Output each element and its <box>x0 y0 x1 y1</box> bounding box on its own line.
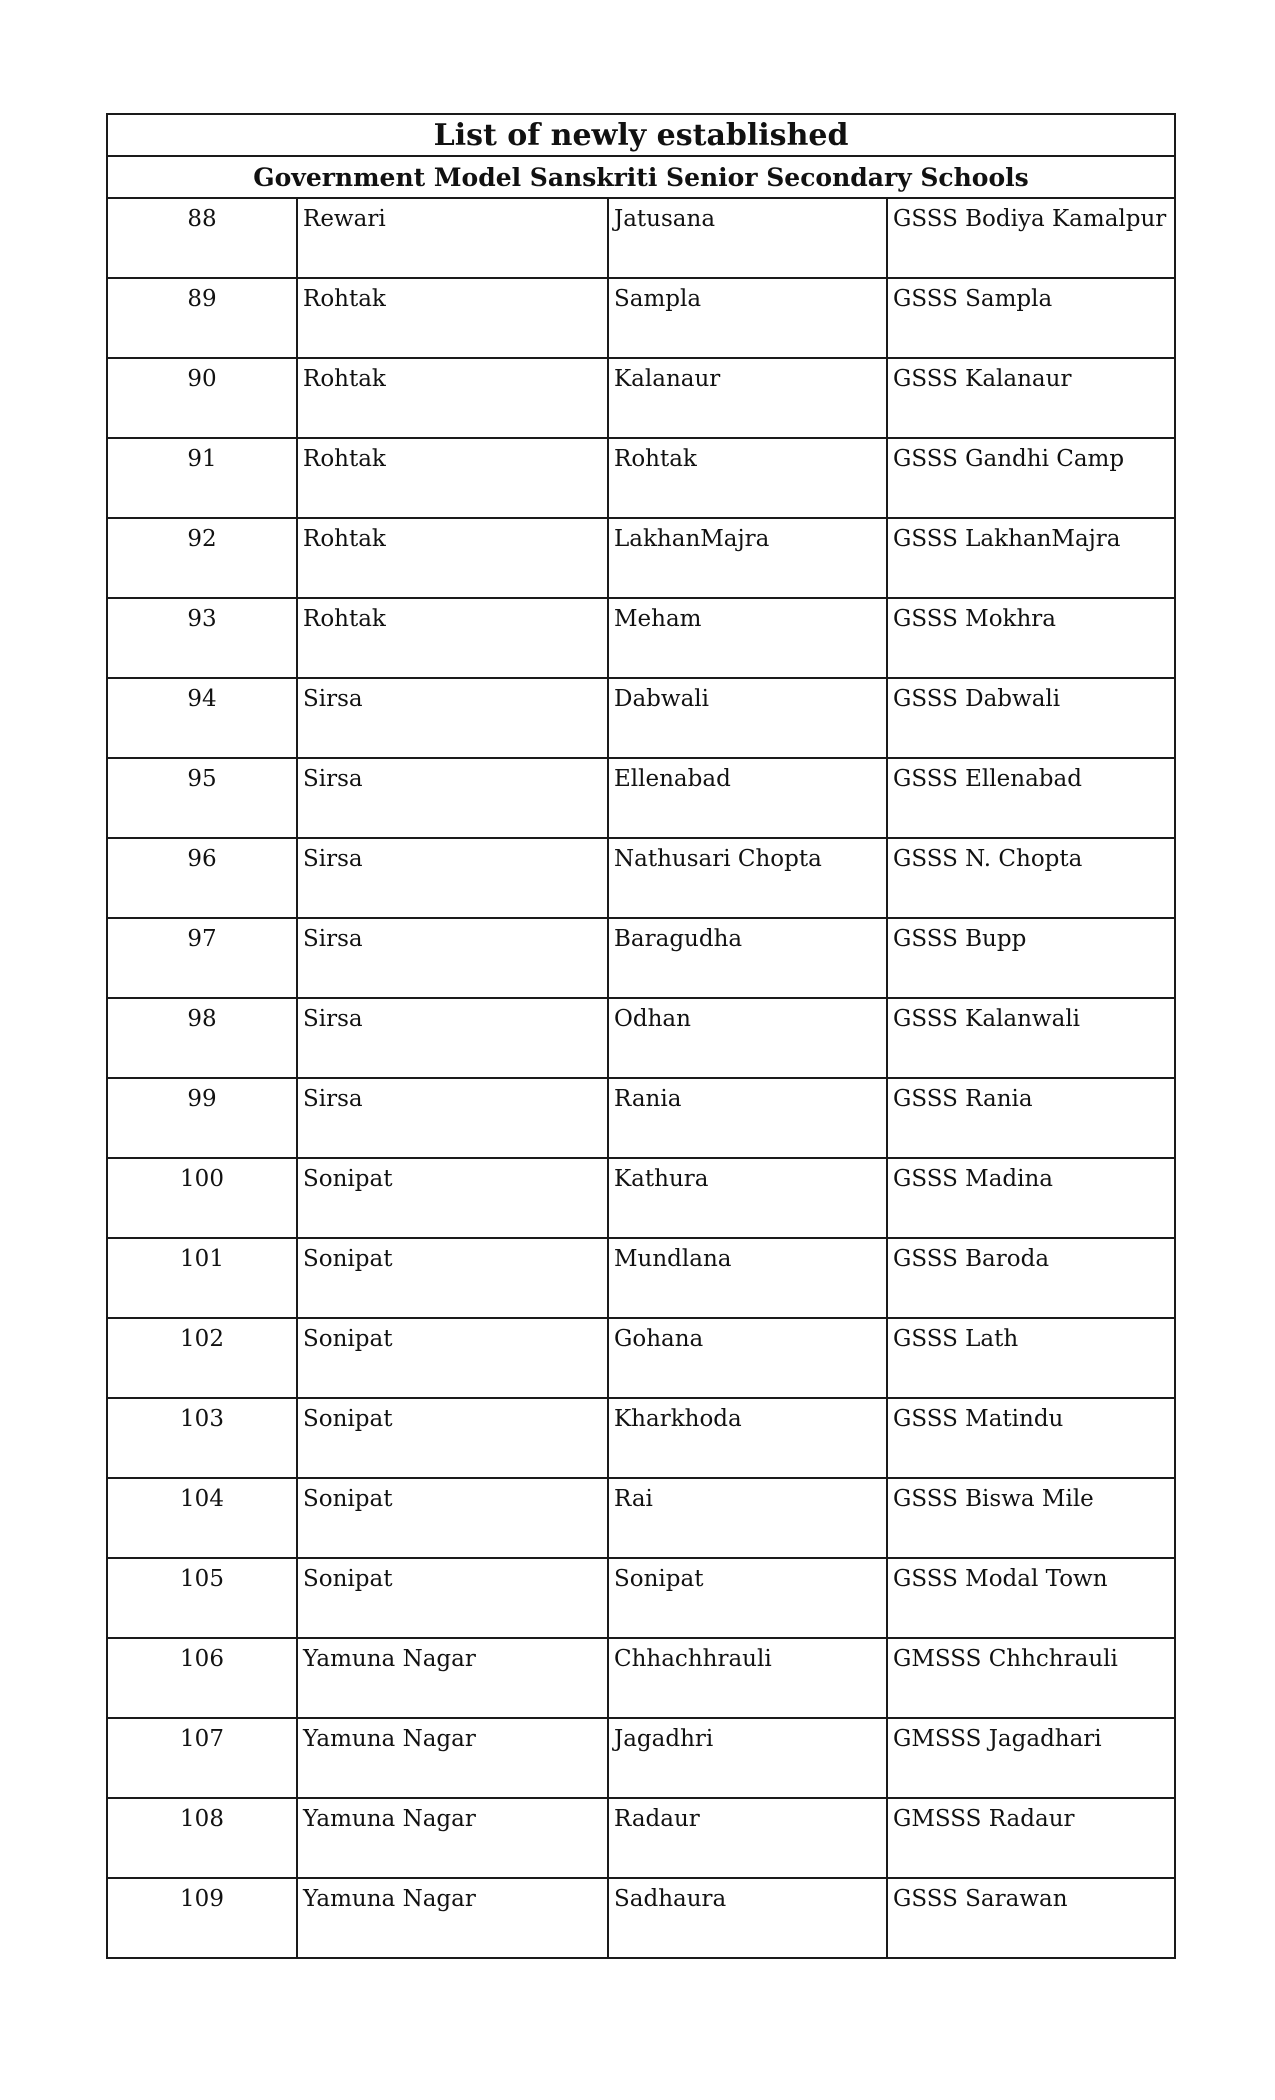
table-row <box>107 1558 1175 1638</box>
table-row <box>107 278 1175 358</box>
school-name-cell: GSSS Bupp <box>887 918 1175 998</box>
serial-number-cell: 95 <box>107 758 297 838</box>
school-name-cell: GSSS Rania <box>887 1078 1175 1158</box>
district-cell: Sonipat <box>297 1558 608 1638</box>
table-row <box>107 918 1175 998</box>
school-name-cell: GSSS Kalanwali <box>887 998 1175 1078</box>
district-cell: Yamuna Nagar <box>297 1798 608 1878</box>
school-name-cell: GSSS Modal Town <box>887 1558 1175 1638</box>
table-row <box>107 1238 1175 1318</box>
schools-table-body <box>107 114 1175 1958</box>
serial-number-cell: 94 <box>107 678 297 758</box>
school-name-cell: GSSS Gandhi Camp <box>887 438 1175 518</box>
serial-number-cell: 105 <box>107 1558 297 1638</box>
serial-number-cell: 96 <box>107 838 297 918</box>
table-row <box>107 758 1175 838</box>
district-cell: Yamuna Nagar <box>297 1638 608 1718</box>
table-row <box>107 198 1175 278</box>
district-cell: Sirsa <box>297 918 608 998</box>
block-cell: Dabwali <box>608 678 887 758</box>
school-name-cell: GMSSS Chhchrauli <box>887 1638 1175 1718</box>
block-cell: Radaur <box>608 1798 887 1878</box>
block-cell: Rania <box>608 1078 887 1158</box>
serial-number-cell: 89 <box>107 278 297 358</box>
table-row <box>107 998 1175 1078</box>
school-name-cell: GSSS Lath <box>887 1318 1175 1398</box>
table-row <box>107 438 1175 518</box>
table-row <box>107 1878 1175 1958</box>
school-name-cell: GSSS Madina <box>887 1158 1175 1238</box>
district-cell: Sonipat <box>297 1398 608 1478</box>
table-row <box>107 1078 1175 1158</box>
block-cell: Baragudha <box>608 918 887 998</box>
table-row <box>107 838 1175 918</box>
district-cell: Sonipat <box>297 1238 608 1318</box>
schools-table <box>106 113 1176 1959</box>
school-name-cell: GSSS Dabwali <box>887 678 1175 758</box>
district-cell: Sirsa <box>297 838 608 918</box>
serial-number-cell: 108 <box>107 1798 297 1878</box>
block-cell: Sadhaura <box>608 1878 887 1958</box>
table-row <box>107 1478 1175 1558</box>
serial-number-cell: 88 <box>107 198 297 278</box>
block-cell: Kharkhoda <box>608 1398 887 1478</box>
school-name-cell: GSSS Biswa Mile <box>887 1478 1175 1558</box>
district-cell: Sonipat <box>297 1318 608 1398</box>
block-cell: Ellenabad <box>608 758 887 838</box>
school-name-cell: GSSS Bodiya Kamalpur <box>887 198 1175 278</box>
block-cell: LakhanMajra <box>608 518 887 598</box>
block-cell: Chhachhrauli <box>608 1638 887 1718</box>
school-name-cell: GSSS LakhanMajra <box>887 518 1175 598</box>
school-name-cell: GSSS Sampla <box>887 278 1175 358</box>
block-cell: Gohana <box>608 1318 887 1398</box>
serial-number-cell: 103 <box>107 1398 297 1478</box>
school-name-cell: GSSS Mokhra <box>887 598 1175 678</box>
subtitle-row <box>107 156 1175 198</box>
block-cell: Kalanaur <box>608 358 887 438</box>
district-cell: Sonipat <box>297 1478 608 1558</box>
district-cell: Yamuna Nagar <box>297 1878 608 1958</box>
table-row <box>107 1158 1175 1238</box>
district-cell: Rewari <box>297 198 608 278</box>
serial-number-cell: 102 <box>107 1318 297 1398</box>
serial-number-cell: 97 <box>107 918 297 998</box>
title-row <box>107 114 1175 156</box>
serial-number-cell: 106 <box>107 1638 297 1718</box>
table-row <box>107 678 1175 758</box>
district-cell: Sonipat <box>297 1158 608 1238</box>
serial-number-cell: 90 <box>107 358 297 438</box>
table-row <box>107 518 1175 598</box>
block-cell: Jagadhri <box>608 1718 887 1798</box>
serial-number-cell: 104 <box>107 1478 297 1558</box>
block-cell: Mundlana <box>608 1238 887 1318</box>
school-name-cell: GSSS Sarawan <box>887 1878 1175 1958</box>
serial-number-cell: 91 <box>107 438 297 518</box>
block-cell: Kathura <box>608 1158 887 1238</box>
school-name-cell: GSSS Baroda <box>887 1238 1175 1318</box>
block-cell: Odhan <box>608 998 887 1078</box>
district-cell: Sirsa <box>297 998 608 1078</box>
block-cell: Jatusana <box>608 198 887 278</box>
serial-number-cell: 98 <box>107 998 297 1078</box>
school-name-cell: GMSSS Jagadhari <box>887 1718 1175 1798</box>
block-cell: Rai <box>608 1478 887 1558</box>
school-name-cell: GMSSS Radaur <box>887 1798 1175 1878</box>
table-row <box>107 1318 1175 1398</box>
block-cell: Meham <box>608 598 887 678</box>
serial-number-cell: 99 <box>107 1078 297 1158</box>
block-cell: Sampla <box>608 278 887 358</box>
district-cell: Sirsa <box>297 678 608 758</box>
district-cell: Sirsa <box>297 1078 608 1158</box>
school-name-cell: GSSS Ellenabad <box>887 758 1175 838</box>
district-cell: Yamuna Nagar <box>297 1718 608 1798</box>
serial-number-cell: 101 <box>107 1238 297 1318</box>
district-cell: Rohtak <box>297 518 608 598</box>
district-cell: Sirsa <box>297 758 608 838</box>
block-cell: Rohtak <box>608 438 887 518</box>
school-name-cell: GSSS Kalanaur <box>887 358 1175 438</box>
table-row <box>107 358 1175 438</box>
serial-number-cell: 107 <box>107 1718 297 1798</box>
block-cell: Nathusari Chopta <box>608 838 887 918</box>
serial-number-cell: 109 <box>107 1878 297 1958</box>
serial-number-cell: 100 <box>107 1158 297 1238</box>
district-cell: Rohtak <box>297 598 608 678</box>
block-cell: Sonipat <box>608 1558 887 1638</box>
document-subtitle: Government Model Sanskriti Senior Secondary Schools <box>107 156 1175 198</box>
school-name-cell: GSSS N. Chopta <box>887 838 1175 918</box>
table-row <box>107 1718 1175 1798</box>
serial-number-cell: 93 <box>107 598 297 678</box>
serial-number-cell: 92 <box>107 518 297 598</box>
school-name-cell: GSSS Matindu <box>887 1398 1175 1478</box>
district-cell: Rohtak <box>297 358 608 438</box>
table-row <box>107 1638 1175 1718</box>
table-row <box>107 1798 1175 1878</box>
document-title: List of newly established <box>107 114 1175 156</box>
table-row <box>107 1398 1175 1478</box>
district-cell: Rohtak <box>297 278 608 358</box>
district-cell: Rohtak <box>297 438 608 518</box>
table-row <box>107 598 1175 678</box>
